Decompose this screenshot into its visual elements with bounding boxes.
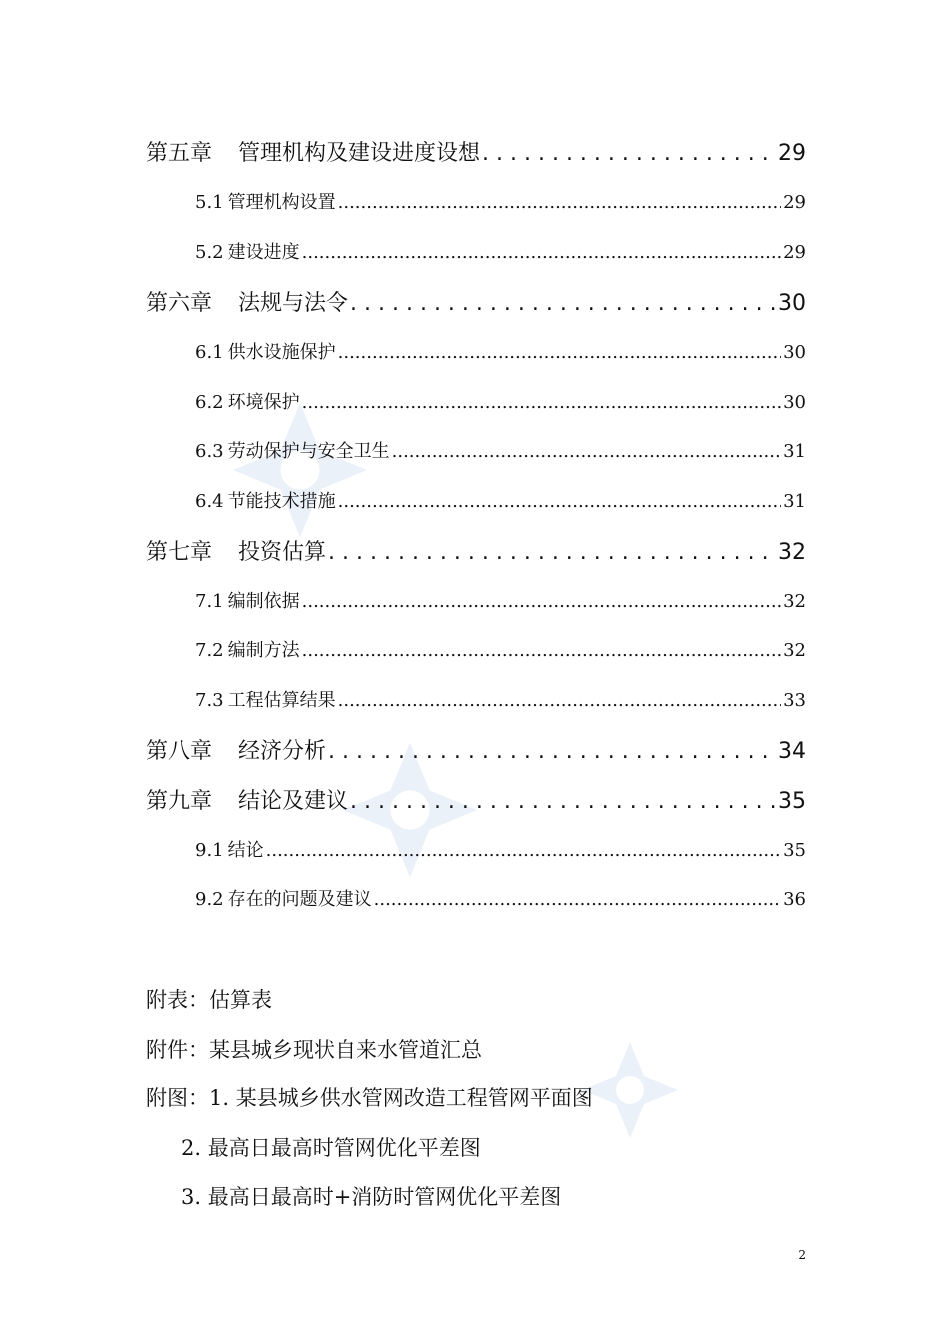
dot-leader (374, 889, 781, 910)
page-ref: 36 (783, 889, 806, 910)
chapter-number: 第八章 (146, 739, 213, 764)
appendix-figure-2: 2. 最高日最高时管网优化平差图 (181, 1136, 481, 1160)
dot-leader (338, 690, 781, 711)
page-ref: 34 (778, 739, 806, 764)
section-number: 5.2 (195, 242, 224, 263)
watermark-logo (580, 1040, 680, 1140)
section-number: 6.3 (195, 441, 224, 462)
section-title: 工程估算结果 (227, 690, 336, 711)
page-ref: 30 (783, 342, 806, 363)
toc-section-6-3[interactable] (195, 437, 806, 463)
toc-section-9-1[interactable] (195, 836, 806, 862)
section-number: 7.1 (195, 591, 224, 612)
dot-leader (338, 491, 781, 512)
section-number: 7.2 (195, 640, 224, 661)
section-number: 9.2 (195, 889, 224, 910)
toc-section-7-1[interactable] (195, 587, 806, 613)
toc-section-6-1[interactable] (195, 338, 806, 364)
page-ref: 31 (783, 441, 806, 462)
page-ref: 30 (783, 392, 806, 413)
chapter-number: 第六章 (146, 291, 213, 316)
page-number: 2 (798, 1248, 806, 1262)
page-ref: 35 (783, 840, 806, 861)
dot-leader (266, 840, 781, 861)
toc-section-6-2[interactable] (195, 388, 806, 414)
page-ref: 29 (783, 192, 806, 213)
chapter-title: 经济分析 (238, 739, 327, 764)
page-ref: 30 (778, 291, 806, 316)
section-number: 6.2 (195, 392, 224, 413)
dot-leader (338, 192, 781, 213)
dot-leader (328, 540, 776, 565)
section-number: 5.1 (195, 192, 224, 213)
section-title: 节能技术措施 (227, 491, 336, 512)
toc-chapter-8[interactable] (146, 734, 806, 765)
appendix-table: 附表：估算表 (146, 988, 272, 1012)
section-title: 管理机构设置 (227, 192, 336, 213)
dot-leader (302, 242, 781, 263)
toc-chapter-7[interactable] (146, 535, 806, 566)
toc-section-9-2[interactable] (195, 885, 806, 911)
dot-leader (302, 591, 781, 612)
dot-leader (328, 739, 776, 764)
dot-leader (392, 441, 781, 462)
toc-chapter-5[interactable] (146, 136, 806, 167)
appendix-figure-3: 3. 最高日最高时+消防时管网优化平差图 (181, 1185, 562, 1209)
toc-section-5-2[interactable] (195, 238, 806, 264)
page-ref: 31 (783, 491, 806, 512)
toc-section-6-4[interactable] (195, 487, 806, 513)
chapter-title: 结论及建议 (238, 789, 349, 814)
section-title: 存在的问题及建议 (227, 889, 372, 910)
dot-leader (302, 392, 781, 413)
section-number: 9.1 (195, 840, 224, 861)
toc-section-5-1[interactable] (195, 188, 806, 214)
chapter-title: 管理机构及建设进度设想 (238, 141, 481, 166)
page-ref: 33 (783, 690, 806, 711)
dot-leader (350, 291, 776, 316)
page-ref: 29 (778, 141, 806, 166)
section-title: 结论 (227, 840, 264, 861)
section-title: 供水设施保护 (227, 342, 336, 363)
page-ref: 35 (778, 789, 806, 814)
section-title: 劳动保护与安全卫生 (227, 441, 390, 462)
section-title: 编制方法 (227, 640, 300, 661)
appendix-attachment: 附件：某县城乡现状自来水管道汇总 (146, 1038, 482, 1062)
chapter-number: 第七章 (146, 540, 213, 565)
section-title: 环境保护 (227, 392, 300, 413)
toc-section-7-3[interactable] (195, 686, 806, 712)
appendix-figures: 附图：1. 某县城乡供水管网改造工程管网平面图 (146, 1086, 593, 1110)
toc-chapter-6[interactable] (146, 286, 806, 317)
section-number: 7.3 (195, 690, 224, 711)
chapter-title: 法规与法令 (238, 291, 349, 316)
toc-chapter-9[interactable] (146, 784, 806, 815)
chapter-number: 第五章 (146, 141, 213, 166)
dot-leader (350, 789, 776, 814)
watermark-logo (227, 400, 370, 540)
page-ref: 29 (783, 242, 806, 263)
section-number: 6.1 (195, 342, 224, 363)
page-ref: 32 (778, 540, 806, 565)
chapter-number: 第九章 (146, 789, 213, 814)
dot-leader (302, 640, 781, 661)
section-number: 6.4 (195, 491, 224, 512)
page-ref: 32 (783, 640, 806, 661)
section-title: 建设进度 (227, 242, 300, 263)
toc-section-7-2[interactable] (195, 636, 806, 662)
chapter-title: 投资估算 (238, 540, 327, 565)
dot-leader (338, 342, 781, 363)
section-title: 编制依据 (227, 591, 300, 612)
page-ref: 32 (783, 591, 806, 612)
dot-leader (482, 141, 776, 166)
